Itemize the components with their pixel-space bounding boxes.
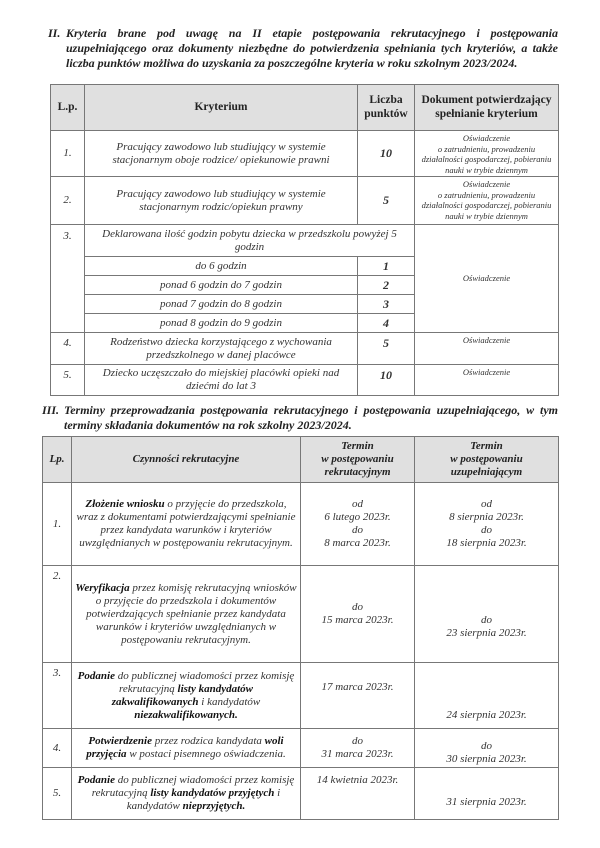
header-line: rekrutacyjnym	[324, 466, 391, 478]
sub-label: ponad 8 godzin do 9 godzin	[85, 314, 358, 333]
sub-points: 1	[358, 257, 415, 276]
header-line: uzupełniającym	[450, 466, 523, 478]
date-line: 6 lutego 2023r.	[324, 511, 391, 523]
row-points: 10	[358, 365, 415, 396]
date-line: 30 sierpnia 2023r.	[446, 753, 527, 765]
date-line: 24 sierpnia 2023r.	[446, 709, 527, 721]
table-row	[51, 333, 559, 365]
row-document	[415, 177, 559, 225]
row-points: 10	[358, 131, 415, 177]
text: o przyjęcie do przedszkola, wraz z dokumentami potwierdzającymi spełnianie przez kandydata warunków i kryteriów uwzględnianych w postępowaniu rekrutacyjnym.	[76, 498, 296, 549]
table-row	[43, 663, 559, 729]
bold-text: niezakwalifikowanych.	[134, 708, 238, 721]
date-line: do	[352, 601, 363, 613]
row-activity	[72, 663, 301, 729]
date-line: 31 marca 2023r.	[321, 748, 394, 760]
row-recruitment-date	[301, 768, 415, 820]
row-lp: 4.	[43, 729, 72, 768]
row-criterion: Dziecko uczęszczało do miejskiej placówki opieki nad dziećmi do lat 3	[85, 365, 358, 396]
date-line: do	[481, 614, 492, 626]
sub-points: 3	[358, 295, 415, 314]
section-title: Terminy przeprowadzania postępowania rekrutacyjnego i postępowania uzupełniającego, w tym terminy składania dokumentów na rok szkolny 2023/2024.	[64, 403, 558, 432]
bold-text: listy kandydatów przyjętych	[150, 787, 275, 799]
row-lp: 2.	[43, 566, 72, 663]
date-line: 23 sierpnia 2023r.	[446, 627, 527, 639]
date-line: 15 marca 2023r.	[321, 614, 394, 626]
header-criterion: Kryterium	[85, 85, 358, 131]
date-line: 18 sierpnia 2023r.	[446, 537, 527, 549]
header-supplementary-date	[415, 437, 559, 483]
text: przez rodzica kandydata	[151, 735, 265, 747]
row-document: Oświadczenie	[415, 333, 559, 365]
sub-label: ponad 7 godzin do 8 godzin	[85, 295, 358, 314]
header-document: Dokument potwierdzający spełnianie kryterium	[415, 85, 559, 131]
row-activity	[72, 566, 301, 663]
header-line: w postępowaniu	[321, 453, 394, 465]
text: i kandydatów	[198, 695, 261, 708]
table-row	[43, 483, 559, 566]
header-lp: Lp.	[43, 437, 72, 483]
sub-points: 2	[358, 276, 415, 295]
row-criterion: Pracujący zawodowo lub studiujący w systemie stacjonarnym oboje rodzice/ opiekunowie prawni	[85, 131, 358, 177]
document-title: Oświadczenie	[462, 133, 511, 143]
row-activity	[72, 729, 301, 768]
bold-text: Złożenie wniosku	[85, 498, 165, 510]
date-line: do	[481, 740, 492, 752]
date-line: 17 marca 2023r.	[321, 681, 394, 693]
row-lp: 4.	[51, 333, 85, 365]
table-row	[43, 768, 559, 820]
text: przez komisję rekrutacyjną wniosków o przyjęcie do przedszkola i dokumentów potwierdzających spełnianie przez kandydata warunków i kryteriów uwzględnianych w postępowaniu rekrutacyjnym.	[86, 581, 297, 646]
sub-label: do 6 godzin	[85, 257, 358, 276]
bold-text: listy kandydatów zakwalifikowanych	[111, 682, 254, 708]
row-recruitment-date	[301, 729, 415, 768]
date-line: od	[352, 498, 363, 510]
row-recruitment-date	[301, 566, 415, 663]
header-lp: L.p.	[51, 85, 85, 131]
document-text: o zatrudnieniu, prowadzeniu działalności gospodarczej, pobieraniu nauki w trybie dziennym	[421, 189, 552, 221]
date-line: 8 sierpnia 2023r.	[449, 511, 524, 523]
row-lp: 3.	[43, 663, 72, 729]
section-number: III.	[42, 403, 60, 417]
row-criterion: Rodzeństwo dziecka korzystającego z wychowania przedszkolnego w danej placówce	[85, 333, 358, 365]
text: i kandydatów	[126, 787, 281, 812]
row-lp: 1.	[51, 131, 85, 177]
row-document: Oświadczenie	[415, 365, 559, 396]
row-lp: 1.	[43, 483, 72, 566]
row-lp: 5.	[51, 365, 85, 396]
table-row	[51, 365, 559, 396]
row-document: Oświadczenie	[415, 225, 559, 333]
header-points: Liczba punktów	[358, 85, 415, 131]
row-supplementary-date	[415, 768, 559, 820]
date-line: 8 marca 2023r.	[324, 537, 391, 549]
header-recruitment-date	[301, 437, 415, 483]
table-row	[43, 729, 559, 768]
criteria-table	[50, 84, 559, 396]
row-criterion: Pracujący zawodowo lub studiujący w systemie stacjonarnym rodzic/opiekun prawny	[85, 177, 358, 225]
sub-points: 4	[358, 314, 415, 333]
table-row	[51, 131, 559, 177]
text: do publicznej wiadomości przez komisję rekrutacyjną	[91, 774, 295, 799]
section-number: II.	[48, 26, 61, 40]
bold-text: Podanie	[77, 669, 115, 682]
row-recruitment-date	[301, 663, 415, 729]
row-recruitment-date	[301, 483, 415, 566]
text: do publicznej wiadomości przez komisję rekrutacyjną	[114, 669, 295, 695]
row-points: 5	[358, 333, 415, 365]
table-row	[51, 225, 559, 257]
bold-text: Podanie	[77, 774, 115, 786]
row-supplementary-date	[415, 663, 559, 729]
row-activity	[72, 483, 301, 566]
bold-text: Potwierdzenie	[88, 735, 152, 747]
row-criterion: Deklarowana ilość godzin pobytu dziecka w przedszkolu powyżej 5 godzin	[85, 225, 415, 257]
table-row	[43, 566, 559, 663]
row-supplementary-date	[415, 729, 559, 768]
row-points: 5	[358, 177, 415, 225]
date-line: do	[481, 524, 492, 536]
bold-text: Weryfikacja	[75, 581, 130, 594]
bold-text: nieprzyjętych.	[182, 800, 246, 812]
row-supplementary-date	[415, 566, 559, 663]
text: w postaci pisemnego oświadczenia.	[126, 748, 286, 760]
header-line: w postępowaniu	[450, 453, 523, 465]
document-title: Oświadczenie	[462, 179, 511, 189]
row-supplementary-date	[415, 483, 559, 566]
section-3-heading	[42, 403, 558, 433]
section-title: Kryteria brane pod uwagę na II etapie postępowania rekrutacyjnego i postępowania uzupełniającego oraz dokumenty niezbędne do potwierdzenia spełniania tych kryteriów, a także liczba punktów możliwa do uzyskania za poszczególne kryteria w roku szkolnym 2023/2024.	[66, 26, 558, 70]
document-text: o zatrudnieniu, prowadzeniu działalności gospodarczej, pobieraniu nauki w trybie dziennym	[421, 143, 552, 175]
date-line: 14 kwietnia 2023r.	[316, 774, 399, 786]
date-line: do	[352, 735, 363, 747]
row-lp: 3.	[51, 225, 85, 333]
row-activity	[72, 768, 301, 820]
schedule-table	[42, 436, 559, 820]
bold-text: woli przyjęcia	[86, 735, 284, 760]
date-line: od	[481, 498, 492, 510]
header-line: Termin	[341, 440, 374, 452]
date-line: 31 sierpnia 2023r.	[446, 796, 527, 808]
row-lp: 2.	[51, 177, 85, 225]
row-lp: 5.	[43, 768, 72, 820]
header-line: Termin	[470, 440, 503, 452]
date-line: do	[352, 524, 363, 536]
table-row	[51, 177, 559, 225]
row-document	[415, 131, 559, 177]
header-activity: Czynności rekrutacyjne	[72, 437, 301, 483]
sub-label: ponad 6 godzin do 7 godzin	[85, 276, 358, 295]
section-2-heading	[48, 26, 558, 71]
